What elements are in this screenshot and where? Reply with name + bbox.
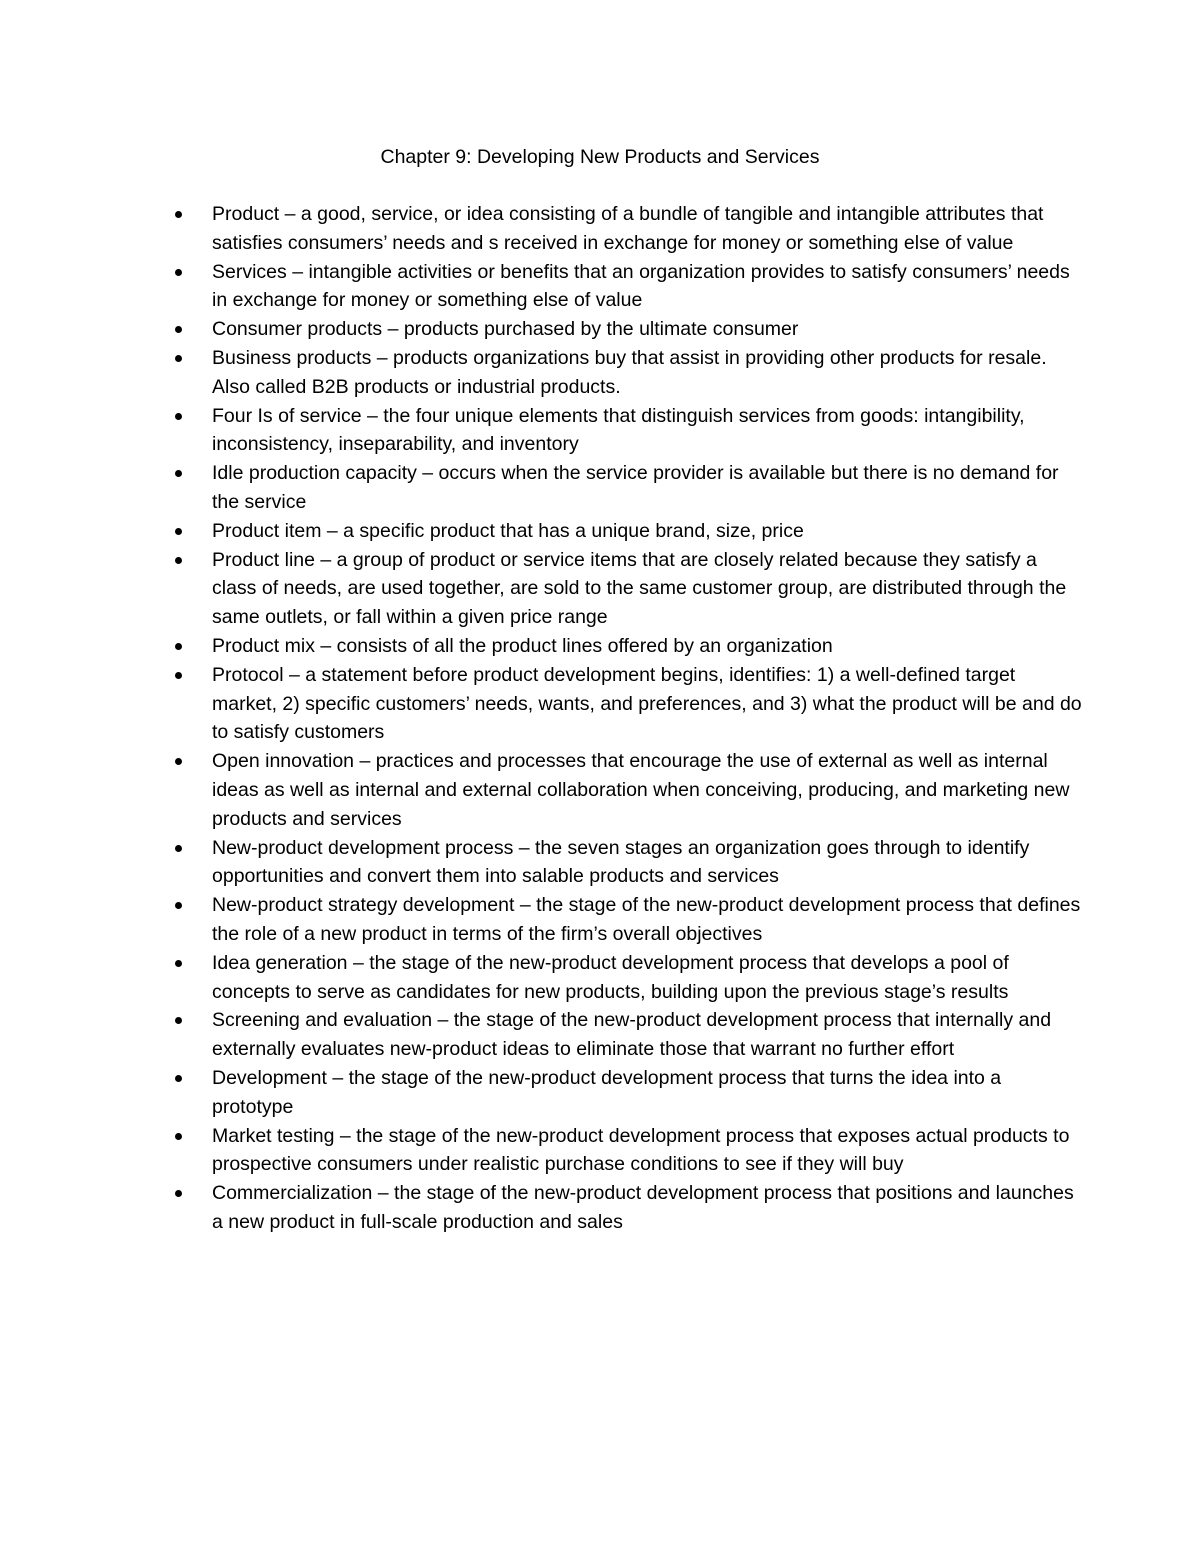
list-item <box>212 315 1082 344</box>
bullet-icon <box>175 269 182 276</box>
document-title: Chapter 9: Developing New Products and Services <box>380 146 820 168</box>
list-item-text: New-product strategy development – the stage of the new-product development process that defines the role of a new product in terms of the firm’s overall objectives <box>212 894 1081 945</box>
bullet-icon <box>175 470 182 477</box>
bullet-icon <box>175 1133 182 1140</box>
list-item <box>212 1006 1082 1064</box>
list-item-text: Product mix – consists of all the product lines offered by an organization <box>212 634 833 657</box>
bullet-icon <box>175 326 182 333</box>
list-item-text: Business products – products organizations buy that assist in providing other products for resale. Also called B2B products or industrial products. <box>212 346 1047 398</box>
list-item-text: Consumer products – products purchased by the ultimate consumer <box>212 318 799 341</box>
bullet-icon <box>175 355 182 362</box>
list-item <box>212 891 1082 949</box>
bullet-icon <box>175 845 182 852</box>
list-item <box>212 1122 1082 1180</box>
list-item-text: Development – the stage of the new-product development process that turns the idea into a prototype <box>212 1066 1002 1118</box>
list-item-text: Product item – a specific product that has a unique brand, size, price <box>212 519 804 542</box>
list-item-text: New-product development process – the seven stages an organization goes through to identify opportunities and convert them into salable products and services <box>212 836 1030 888</box>
bullet-icon <box>175 1190 182 1197</box>
list-item-text: Screening and evaluation – the stage of the new-product development process that internally and externally evaluates new-product ideas to eliminate those that warrant no further effort <box>212 1009 1052 1061</box>
bullet-icon <box>175 960 182 967</box>
bullet-icon <box>175 758 182 765</box>
list-item-text: Product – a good, service, or idea consisting of a bundle of tangible and intangible attributes that satisfies consumers’ needs and s received in exchange for money or something else of value <box>212 203 1044 254</box>
list-item <box>212 747 1082 833</box>
bullet-icon <box>175 902 182 909</box>
list-item-text: Product line – a group of product or service items that are closely related because they satisfy a class of needs, are used together, are sold to the same customer group, are distributed through the same outlets, or fall within a given price range <box>212 548 1067 629</box>
bullet-icon <box>175 1075 182 1082</box>
list-item <box>212 200 1082 258</box>
bullet-icon <box>175 211 182 218</box>
list-item <box>212 949 1082 1007</box>
bullet-icon <box>175 643 182 650</box>
list-item-text: Idle production capacity – occurs when the service provider is available but there is no demand for the service <box>212 462 1059 513</box>
list-item-text: Services – intangible activities or benefits that an organization provides to satisfy consumers’ needs in exchange for money or something else of value <box>212 260 1070 312</box>
list-item <box>212 344 1082 402</box>
bullet-icon <box>175 413 182 420</box>
list-item <box>212 1179 1082 1237</box>
list-item <box>212 1064 1082 1122</box>
list-item <box>212 459 1082 517</box>
bullet-icon <box>175 528 182 535</box>
list-item-text: Four Is of service – the four unique elements that distinguish services from goods: intangibility, inconsistency, inseparability, and inventory <box>212 404 1025 456</box>
list-item <box>212 258 1082 316</box>
list-item <box>212 517 1082 546</box>
bullet-icon <box>175 557 182 564</box>
list-item <box>212 546 1082 632</box>
list-item <box>212 402 1082 460</box>
definition-list <box>212 200 1082 1237</box>
list-item-text: Commercialization – the stage of the new-product development process that positions and launches a new product in full-scale production and sales <box>212 1182 1074 1233</box>
list-item <box>212 661 1082 747</box>
list-item-text: Idea generation – the stage of the new-product development process that develops a pool of concepts to serve as candidates for new products, building upon the previous stage’s results <box>212 951 1009 1003</box>
bullet-icon <box>175 1017 182 1024</box>
list-item-text: Market testing – the stage of the new-product development process that exposes actual products to prospective consumers under realistic purchase conditions to see if they will buy <box>212 1124 1070 1176</box>
list-item <box>212 632 1082 661</box>
list-item-text: Protocol – a statement before product development begins, identifies: 1) a well-defined target market, 2) specific customers’ needs, wants, and preferences, and 3) what the product will be and do to satisfy customers <box>212 663 1082 744</box>
bullet-icon <box>175 672 182 679</box>
list-item-text: Open innovation – practices and processes that encourage the use of external as well as internal ideas as well as internal and external collaboration when conceiving, producing, and marketing new products and services <box>212 750 1070 830</box>
list-item <box>212 834 1082 892</box>
